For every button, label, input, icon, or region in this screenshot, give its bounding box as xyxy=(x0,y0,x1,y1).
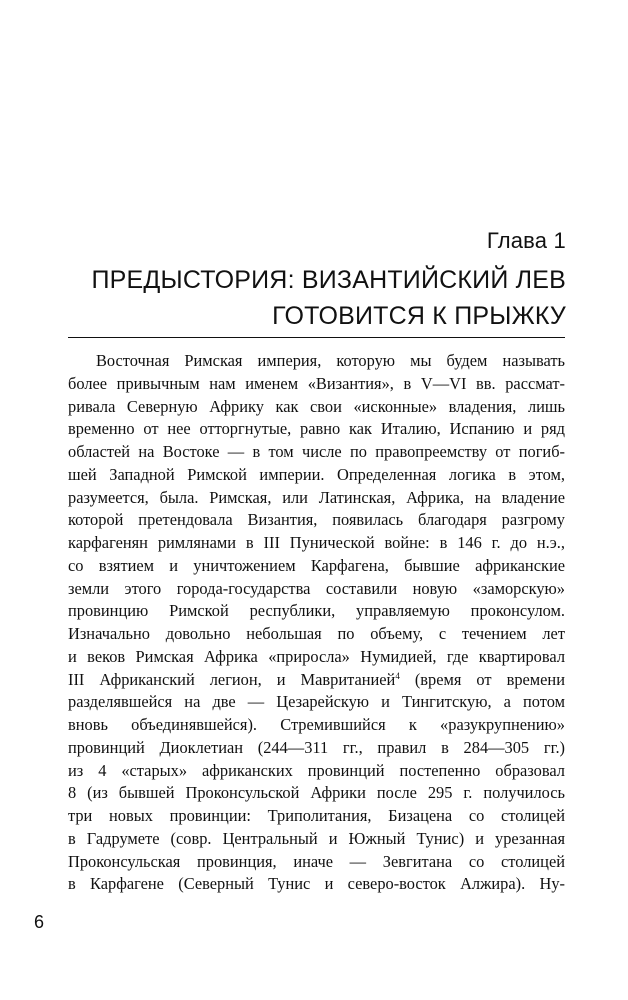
text-line: которой претендовала Византия, появилась благодаря разгрому xyxy=(68,510,565,530)
page-number: 6 xyxy=(34,912,45,932)
text-line: карфагенян римлянами в III Пунической войне: в 146 г. до н.э., xyxy=(68,533,565,552)
chapter-divider xyxy=(68,337,565,338)
body-paragraph xyxy=(68,350,565,896)
text-line: со взятием и уничтожением Карфагена, бывшие африканские xyxy=(68,555,565,575)
text-line: в Гадрумете (совр. Центральный и Южный Тунис) и урезанная xyxy=(68,828,565,848)
text-line: провинцию Римской республики, управляемую проконсулом. xyxy=(68,601,565,621)
text-line: вновь объединявшейся). Стремившийся к «разукрупнению» xyxy=(68,715,565,734)
text-line: разумеется, была. Римская, или Латинская, Африка, на владение xyxy=(68,487,565,507)
text-line: 8 (из бывшей Проконсульской Африки после 295 г. получилось xyxy=(68,783,565,803)
text-line: провинций Диоклетиан (244—311 гг., правил в 284—305 гг.) xyxy=(68,737,565,757)
text-line: более привычным нам именем «Византия», в V—VI вв. рассмат- xyxy=(68,373,565,393)
text-line: Изначально довольно небольшая по объему, с течением лет xyxy=(68,624,565,643)
chapter-title xyxy=(66,262,566,334)
footnote-marker[interactable]: 4 xyxy=(395,670,400,681)
text-line: временно от нее отторгнутые, равно как Италию, Испанию и ряд xyxy=(68,419,565,439)
text-line-tail: (время от времени xyxy=(399,669,565,689)
text-line: Проконсульская провинция, иначе — Зевгитана со столицей xyxy=(68,851,565,871)
chapter-label: Глава 1 xyxy=(486,228,566,253)
text-line-head: III Африканский легион, и Мавританией xyxy=(68,669,396,689)
text-line: и веков Римская Африка «приросла» Нумидией, где квартировал xyxy=(68,646,565,666)
text-line: шей Западной Римской империи. Определенная логика в этом, xyxy=(68,464,565,484)
text-line: из 4 «старых» африканских провинций постепенно образовал xyxy=(68,760,565,780)
text-line: ривала Северную Африку как свои «исконные» владения, лишь xyxy=(68,396,565,416)
text-line xyxy=(68,669,565,692)
chapter-title-line-2: ГОТОВИТСЯ К ПРЫЖКУ xyxy=(272,302,566,330)
text-line: областей на Востоке — в том числе по правопреемству от погиб- xyxy=(68,442,565,461)
text-line: земли этого города-государства составили новую «заморскую» xyxy=(68,578,565,598)
text-line: три новых провинции: Триполитания, Бизацена со столицей xyxy=(68,806,565,825)
text-line: Восточная Римская империя, которую мы будем называть xyxy=(96,351,565,370)
text-line: разделявшейся на две — Цезарейскую и Тингитскую, а потом xyxy=(68,692,565,712)
text-line: в Карфагене (Северный Тунис и северо-восток Алжира). Ну- xyxy=(68,874,565,894)
chapter-title-line-1: ПРЕДЫСТОРИЯ: ВИЗАНТИЙСКИЙ ЛЕВ xyxy=(91,266,566,294)
